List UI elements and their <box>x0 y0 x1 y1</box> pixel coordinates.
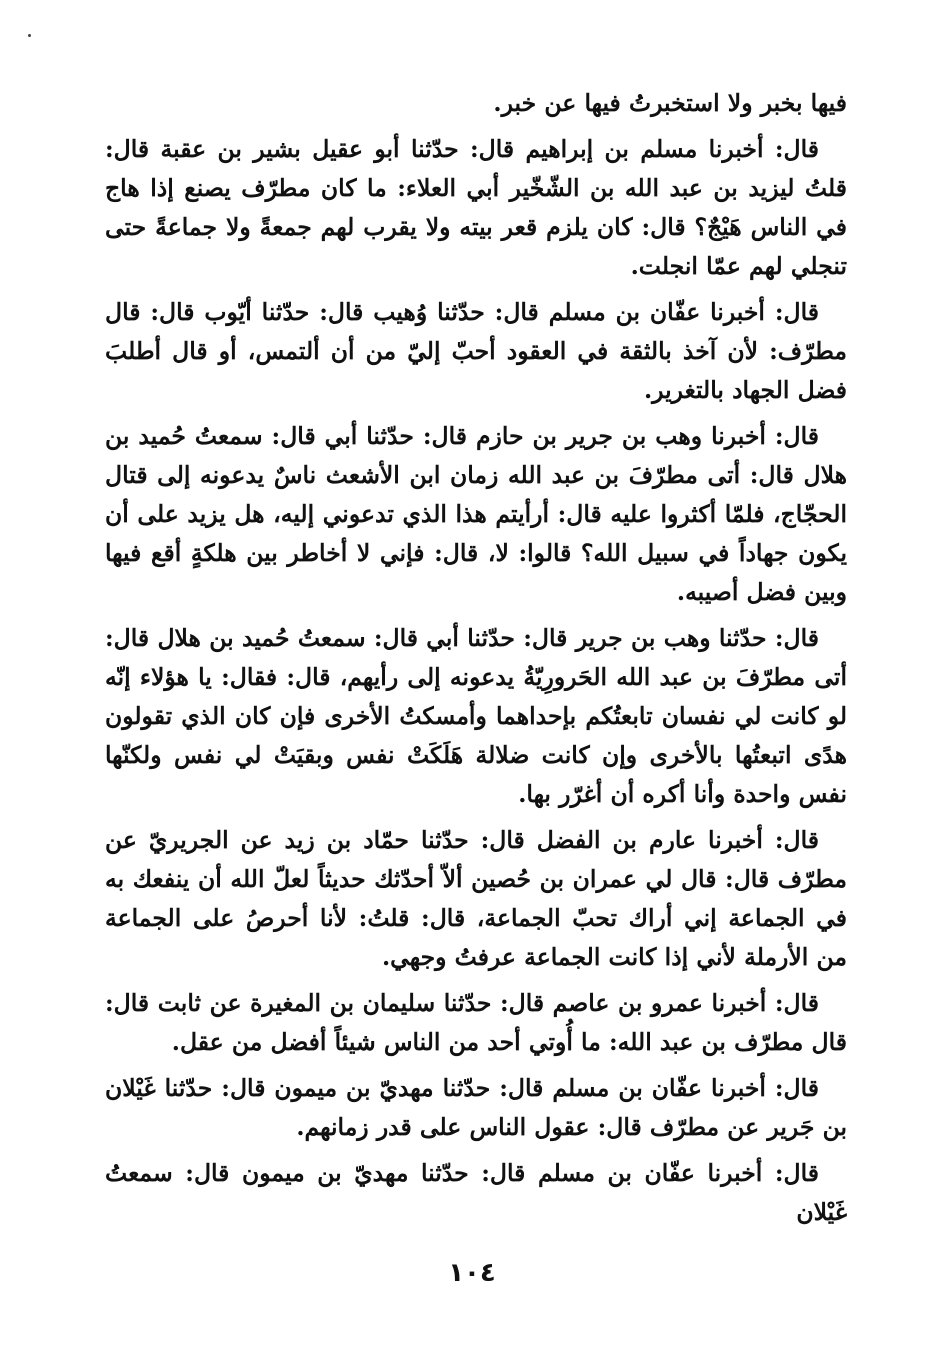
paragraph-arim-ibn-al-fadl: قال: أخبرنا عارم بن الفضل قال: حدّثنا حمّاد بن زيد عن الجريريّ عن مطرّف قال: قال لي عمران بن حُصين ألاّ أحدّثك حديثاً لعلّ الله أن ينفعك به في الجماعة إني أراك تحبّ الجماعة، قال: قلتُ: لأنا أحرصُ على الجماعة من الأرملة لأني إذا كانت الجماعة عرفتُ وجهي. <box>105 826 847 971</box>
margin-speck <box>28 34 31 37</box>
paragraph-affan-mahdi-1: قال: أخبرنا عفّان بن مسلم قال: حدّثنا مهديّ بن ميمون قال: حدّثنا غَيْلان بن جَرير عن مطرّف قال: عقول الناس على قدر زمانهم. <box>105 1074 847 1141</box>
paragraph-affan-wuhayb: قال: أخبرنا عفّان بن مسلم قال: حدّثنا وُهيب قال: حدّثنا أيّوب قال: قال مطرّف: لأن آخذ بالثقة في العقود أحبّ إليّ من أن ألتمس، أو قال أطلبَ فضل الجهاد بالتغرير. <box>105 298 847 404</box>
paragraph-haruriyya: قال: حدّثنا وهب بن جرير قال: حدّثنا أبي قال: سمعتُ حُميد بن هلال قال: أتى مطرّفَ بن عبد الله الحَرورِيّةُ يدعونه إلى رأيهم، قال: فقال: يا هؤلاء إنّه لو كانت لي نفسان تابعتُكم بإحداهما وأمسكتُ الأخرى فإن كان الذي تقولون هدًى اتبعتُها بالأخرى وإن كانت ضلالة هَلَكَتْ نفس وبقيَتْ لي نفس ولكنّها نفس واحدة وأنا أكره أن أغرّر بها. <box>105 624 847 808</box>
paragraph-amr-ibn-asim: قال: أخبرنا عمرو بن عاصم قال: حدّثنا سليمان بن المغيرة عن ثابت قال: قال مطرّف بن عبد الله: ما أُوتي أحد من الناس شيئاً أفضل من عقل. <box>105 989 847 1056</box>
text-column <box>105 84 847 1239</box>
page-number: ١٠٤ <box>448 1258 496 1288</box>
paragraph-affan-mahdi-2: قال: أخبرنا عفّان بن مسلم قال: حدّثنا مهديّ بن ميمون قال: سمعتُ غَيْلان <box>105 1159 847 1226</box>
paragraph-continuation: فيها بخبر ولا استخبرتُ فيها عن خبر. <box>493 89 847 117</box>
paragraph-muslim-ibn-ibrahim: قال: أخبرنا مسلم بن إبراهيم قال: حدّثنا أبو عقيل بشير بن عقبة قال: قلتُ ليزيد بن عبد الله بن الشّخّير أبي العلاء: ما كان مطرّف يصنع إذا هاج في الناس هَيْجٌ؟ قال: كان يلزم قعر بيته ولا يقرب لهم جمعةً ولا جماعةً حتى تنجلي لهم عمّا انجلت. <box>105 135 847 280</box>
paragraph-wahb-ibn-jarir: قال: أخبرنا وهب بن جرير بن حازم قال: حدّثنا أبي قال: سمعتُ حُميد بن هلال قال: أتى مطرّفَ بن عبد الله زمان ابن الأشعث ناسٌ يدعونه إلى قتال الحجّاج، فلمّا أكثروا عليه قال: أرأيتم هذا الذي تدعوني إليه، هل يزيد على أن يكون جهاداً في سبيل الله؟ قالوا: لا، قال: فإني لا أخاطر بين هلكةٍ أقع فيها وبين فضل أصيبه. <box>105 422 847 606</box>
